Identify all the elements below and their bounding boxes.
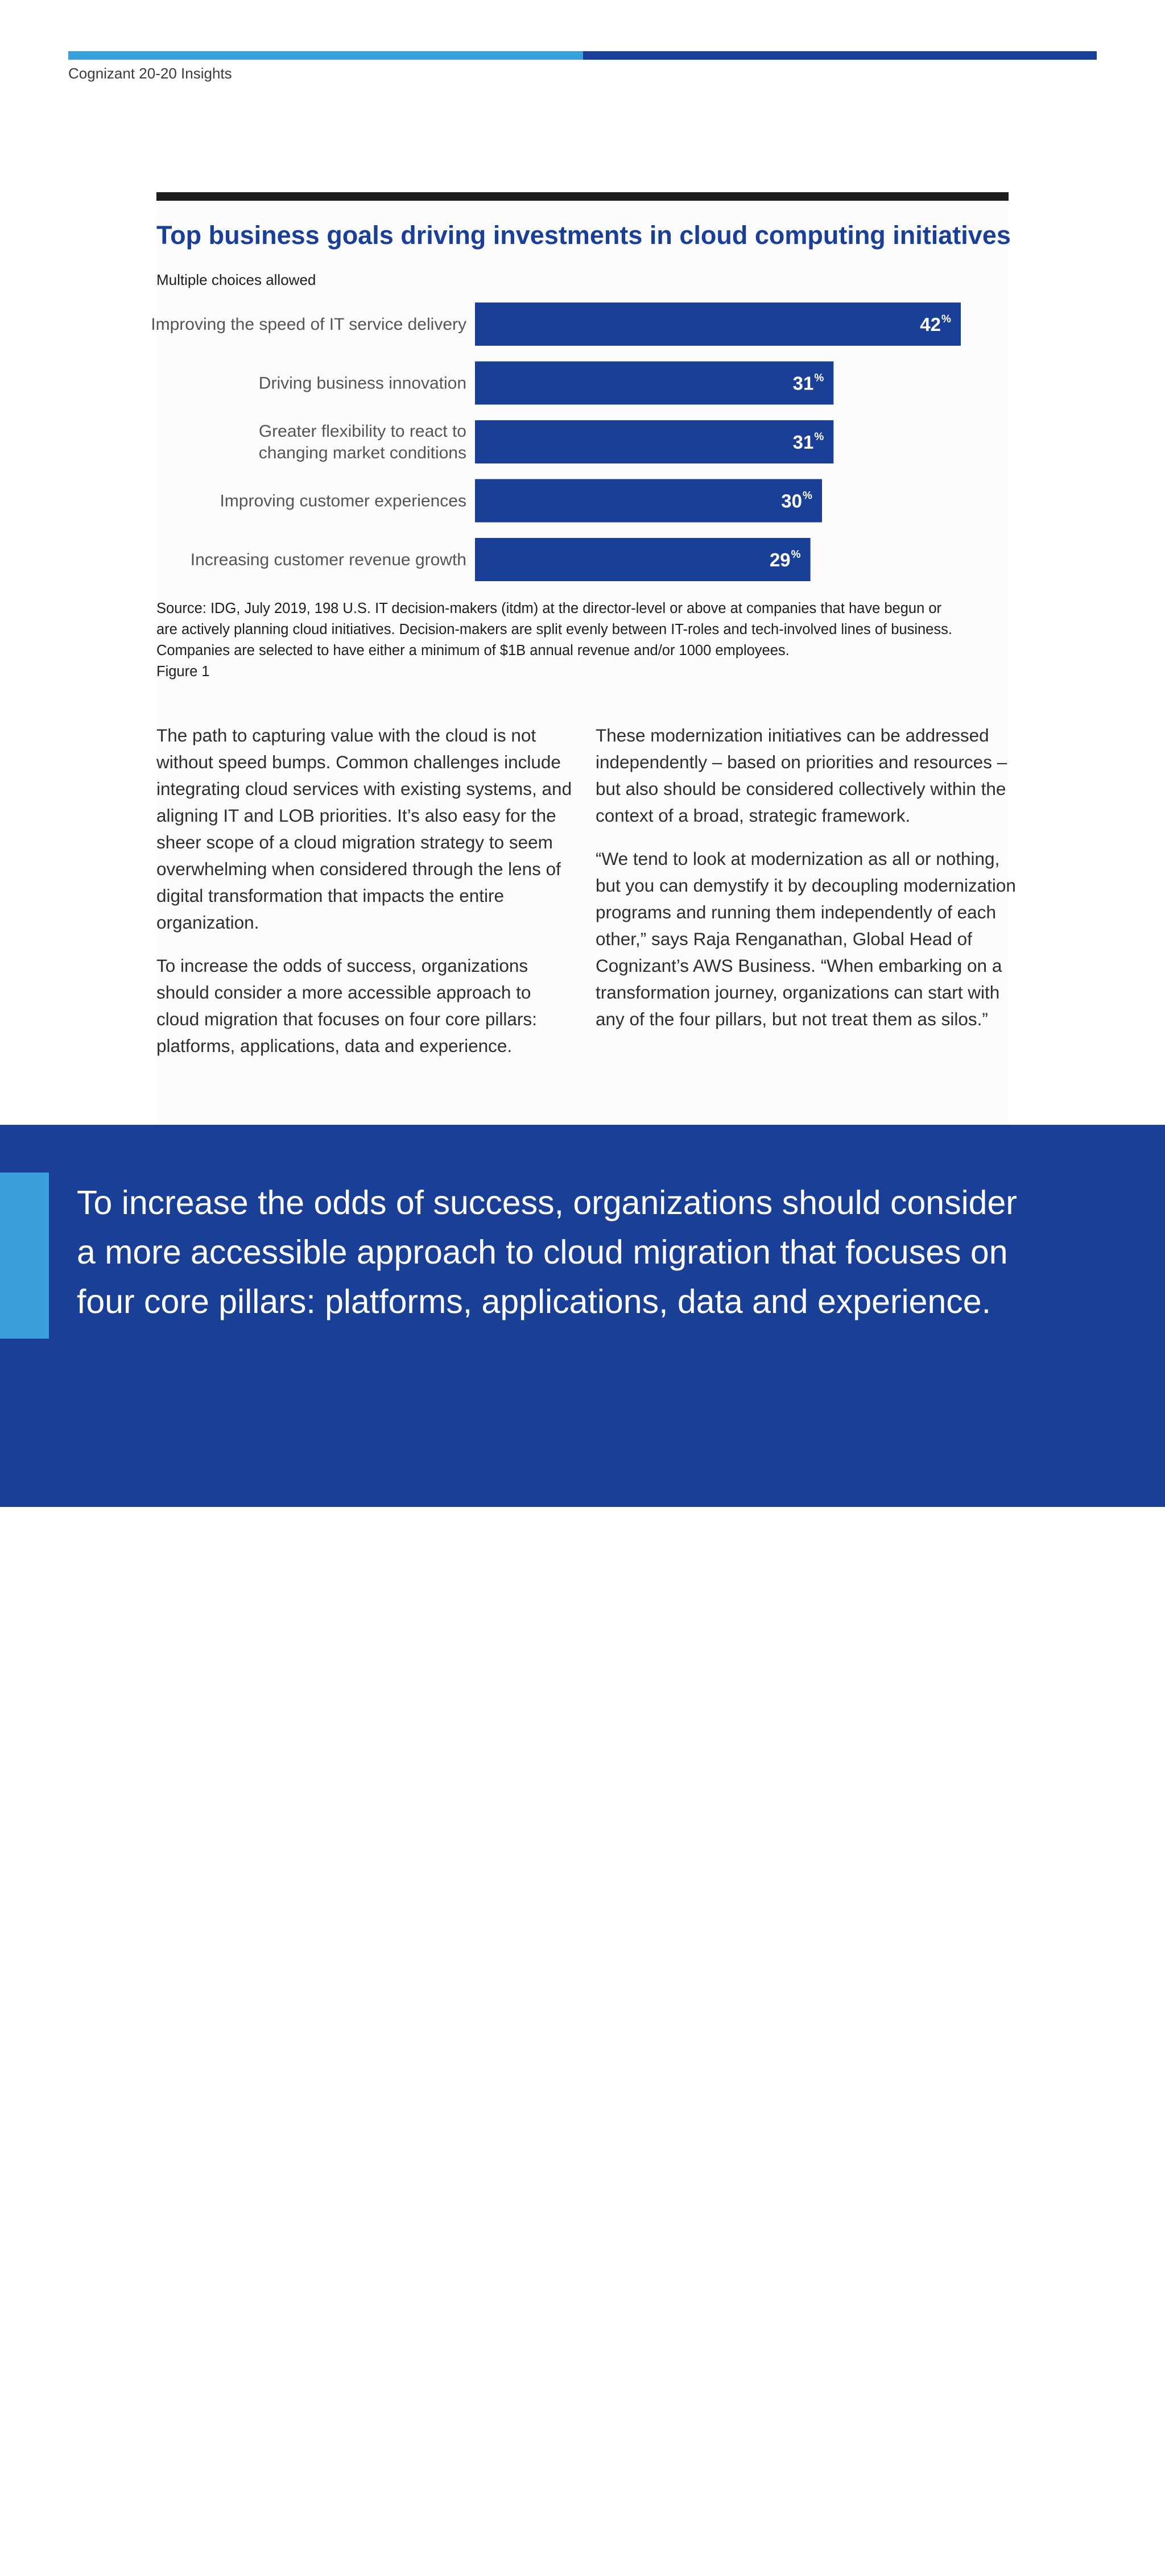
body-paragraph: To increase the odds of success, organizations should consider a more accessible approach to cloud migration that focuses on four core pillars: platforms, applications, data and experience. [156,955,537,1056]
body-column-right [596,722,1017,1049]
bar-chart [0,0,1165,597]
bar [475,362,833,405]
data-label: 31 [792,372,814,394]
body-paragraph: “We tend to look at modernization as all or nothing, but you can demystify it by decoupling modernization programs and running them independently of each other,” says Raja Renganathan, Global Head of Cognizant’s AWS Business. “When embarking on a transformation journey, organizations can start with any of the four pillars, but not treat them as silos.” [596,848,1016,1029]
data-label-unit: % [803,490,812,502]
data-label: 30 [781,490,802,512]
figure-source [156,598,1021,682]
pull-quote-line: four core pillars: platforms, applications, data and experience. [77,1283,991,1320]
category-label: changing market conditions [258,444,466,462]
bar [475,420,833,463]
body-column-left [156,722,577,1076]
chart-title: Top business goals driving investments in cloud computing initiatives [156,221,1011,250]
page-footer [0,2558,1165,2576]
pull-quote-band [0,1125,1165,2575]
data-label: 42 [920,314,941,335]
bar [475,538,811,581]
pull-quote-line: To increase the odds of success, organizations should consider [77,1184,1017,1221]
body-paragraph: The path to capturing value with the cloud is not without speed bumps. Common challenges include integrating cloud services with existing systems, and aligning IT and LOB priorities. It’s also easy for the sheer scope of a cloud migration strategy to seem overwhelming when considered through the lens of digital transformation that impacts the entire organization. [156,725,572,933]
data-label-unit: % [941,313,951,325]
footer-separator: / [356,2558,361,2575]
data-label: 29 [769,549,791,570]
chart-subtitle: Multiple choices allowed [156,271,316,288]
source-line: Companies are selected to have either a minimum of $1B annual revenue and/or 1000 employees. [156,643,790,659]
category-label: Driving business innovation [258,374,466,393]
data-label-unit: % [814,431,824,443]
data-label: 31 [792,432,814,453]
figure-caption: Figure 1 [156,664,210,680]
header-label: Cognizant 20-20 Insights [68,65,232,82]
body-paragraph: These modernization initiatives can be addressed independently – based on priorities and resources – but also should be considered collectively within the context of a broad, strategic framework. [596,725,1007,826]
document-title: AWS Cloud Migration: How Modernization Accelerates Value Creation [373,2558,830,2575]
data-label-unit: % [791,549,801,561]
data-label-unit: % [814,372,824,384]
source-line: Source: IDG, July 2019, 198 U.S. IT decision-makers (itdm) at the director-level or above at companies that have begun or [156,600,942,616]
pull-quote-accent [0,1173,49,1339]
category-label: Greater flexibility to react to [258,422,466,441]
pull-quote [77,1178,1129,1327]
page-number: 2 [335,2558,344,2575]
bar [475,303,961,346]
source-line: are actively planning cloud initiatives. Decision-makers are split evenly between IT-roles and tech-involved lines of business. [156,622,952,637]
category-label: Improving the speed of IT service delivery [151,315,466,334]
bar [475,479,822,523]
category-label: Improving customer experiences [220,491,466,511]
category-label: Increasing customer revenue growth [190,550,466,569]
pull-quote-line: a more accessible approach to cloud migration that focuses on [77,1233,1008,1271]
